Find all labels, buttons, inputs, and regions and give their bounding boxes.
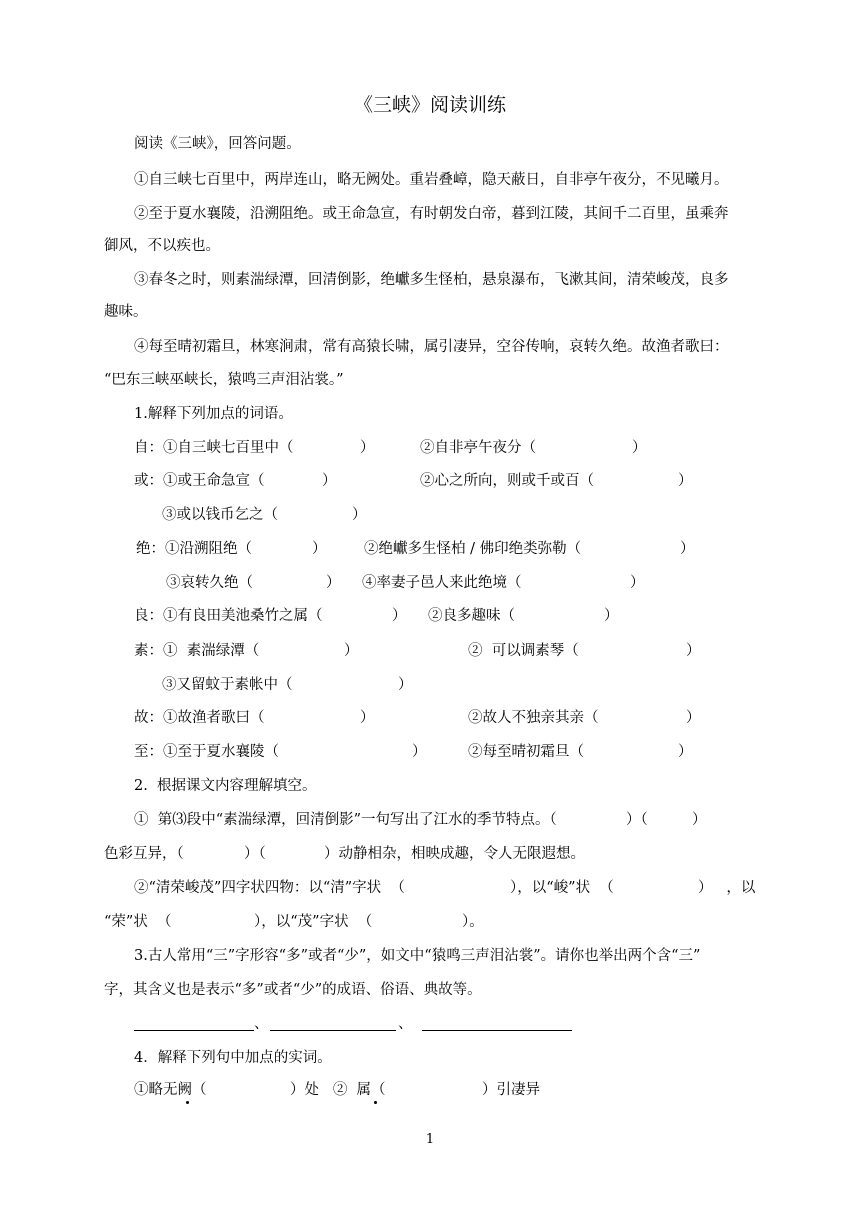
q1-jue-item-3-close: ） — [326, 575, 341, 591]
question-3-line-1: 3.古人常用“三”字形容“多”或者“少”，如文中“猿鸣三声泪沾裳”。请你也举出两个含“三” — [134, 948, 701, 964]
q1-zhi-item-1: 至：①至于夏水襄陵（ — [134, 744, 279, 760]
q3-answer-blank-2[interactable] — [270, 1030, 396, 1031]
q1-jue-item-2: ②绝巘多生怪柏 / 佛印绝类弥勒（ — [364, 541, 582, 557]
emphasis-dot-zhu — [374, 1101, 377, 1104]
passage-paragraph-1: ①自三峡七百里中，两岸连山，略无阙处。重岩叠嶂，隐天蔽日，自非亭午夜分，不见曦月。 — [134, 172, 729, 188]
q3-answer-blank-3[interactable] — [422, 1030, 572, 1031]
q1-liang-item-2: ②良多趣味（ — [428, 608, 515, 624]
q1-huo-item-3-close: ） — [352, 507, 367, 523]
q2-line-2-part-1: 色彩互异，（ — [104, 846, 184, 862]
q1-liang-item-1-close: ） — [392, 608, 407, 624]
q2-line-3-part-2: ），以“峻”状 （ — [510, 880, 614, 896]
passage-paragraph-4-line-1: ④每至晴初霜旦，林寒涧肃，常有高猿长啸，属引凄异，空谷传响，哀转久绝。故渔者歌曰： — [134, 339, 729, 355]
q1-jue-item-4: ④率妻子邑人来此绝境（ — [362, 575, 522, 591]
q1-zi-item-2: ②自非亭午夜分（ — [420, 440, 536, 456]
q1-su-item-3-close: ） — [398, 677, 413, 693]
q2-line-4-part-2: ），以“茂”字状 （ — [254, 914, 373, 930]
intro-text: 阅读《三峡》，回答问题。 — [134, 136, 301, 152]
q1-huo-item-1-close: ） — [322, 473, 337, 489]
q1-huo-item-2: ②心之所向，则或千或百（ — [420, 473, 594, 489]
q2-line-3-part-1: ②“清荣峻茂”四字状四物：以“清”字状 （ — [134, 880, 405, 896]
q2-line-1-part-1: ① 第⑶段中“素湍绿潭，回清倒影”一句写出了江水的季节特点。（ — [134, 812, 557, 828]
passage-paragraph-2-line-2: 御风，不以疾也。 — [104, 238, 220, 254]
q2-line-4-part-3: ）。 — [462, 914, 484, 930]
q1-jue-item-1: 绝：①沿溯阻绝（ — [136, 541, 252, 557]
q1-jue-item-1-close: ） — [312, 541, 327, 557]
q1-zi-item-1-close: ） — [360, 440, 375, 456]
question-1-heading: 1.解释下列加点的词语。 — [134, 406, 293, 422]
q1-jue-item-4-close: ） — [630, 575, 645, 591]
q2-line-1-part-2: ）（ — [626, 812, 648, 828]
q2-line-3-part-3: ） ，以 — [698, 880, 756, 896]
q1-su-item-2: ② 可以调素琴（ — [468, 643, 579, 659]
q3-separator-2: 、 — [398, 1016, 413, 1032]
q3-separator-1: 、 — [254, 1016, 269, 1032]
q1-zhi-item-2-close: ） — [678, 744, 693, 760]
q1-huo-item-3: ③或以钱币乞之（ — [162, 507, 278, 523]
emphasis-dot-que — [186, 1101, 189, 1104]
q1-zhi-item-1-close: ） — [412, 744, 427, 760]
q3-answer-blank-1[interactable] — [134, 1030, 254, 1031]
passage-paragraph-2-line-1: ②至于夏水襄陵，沿溯阻绝。或王命急宣，有时朝发白帝，暮到江陵，其间千二百里，虽乘奔 — [134, 206, 729, 222]
q2-line-4-part-1: “荣”状 （ — [104, 914, 172, 930]
q1-zi-item-1: 自：①自三峡七百里中（ — [134, 440, 294, 456]
q1-gu-item-2: ②故人不独亲其亲（ — [468, 710, 599, 726]
passage-paragraph-3-line-1: ③春冬之时，则素湍绿潭，回清倒影，绝巘多生怪柏，悬泉瀑布，飞漱其间，清荣峻茂，良多 — [134, 272, 729, 288]
q1-su-item-2-close: ） — [686, 643, 701, 659]
passage-paragraph-4-line-2: “巴东三峡巫峡长，猿鸣三声泪沾裳。” — [104, 372, 344, 388]
q4-item-part-2: ）处 ② 属（ — [290, 1082, 386, 1098]
page-title: 《三峡》阅读训练 — [353, 94, 506, 116]
q4-item-part-3: ）引凄异 — [482, 1082, 540, 1098]
question-2-heading: 2. 根据课文内容理解填空。 — [134, 778, 317, 794]
q2-line-2-part-2: ）（ — [244, 846, 266, 862]
q1-liang-item-1: 良：①有良田美池桑竹之属（ — [134, 608, 323, 624]
q1-gu-item-2-close: ） — [686, 710, 701, 726]
q1-huo-item-2-close: ） — [678, 473, 693, 489]
q1-gu-item-1-close: ） — [360, 710, 375, 726]
question-4-heading: 4．解释下列句中加点的实词。 — [134, 1050, 332, 1066]
question-3-line-2: 字，其含义也是表示“多”或者“少”的成语、俗语、典故等。 — [104, 982, 482, 998]
q1-jue-item-2-close: ） — [680, 541, 695, 557]
page-number: 1 — [425, 1132, 435, 1147]
q4-item-part-1: ①略无阙（ — [134, 1082, 207, 1098]
q1-jue-item-3: ③哀转久绝（ — [166, 575, 253, 591]
q1-zi-item-2-close: ） — [632, 440, 647, 456]
q1-gu-item-1: 故：①故渔者歌曰（ — [134, 710, 265, 726]
q1-huo-item-1: 或：①或王命急宣（ — [134, 473, 265, 489]
q1-liang-item-2-close: ） — [604, 608, 619, 624]
q1-su-item-1-close: ） — [344, 643, 359, 659]
q1-su-item-1: 素：① 素湍绿潭（ — [134, 643, 260, 659]
q1-su-item-3: ③又留蚊于素帐中（ — [162, 677, 293, 693]
passage-paragraph-3-line-2: 趣味。 — [104, 304, 148, 320]
q1-zhi-item-2: ②每至晴初霜旦（ — [468, 744, 584, 760]
q2-line-2-part-3: ）动静相杂，相映成趣，令人无限遐想。 — [324, 846, 585, 862]
q2-line-1-part-3: ） — [692, 812, 707, 828]
